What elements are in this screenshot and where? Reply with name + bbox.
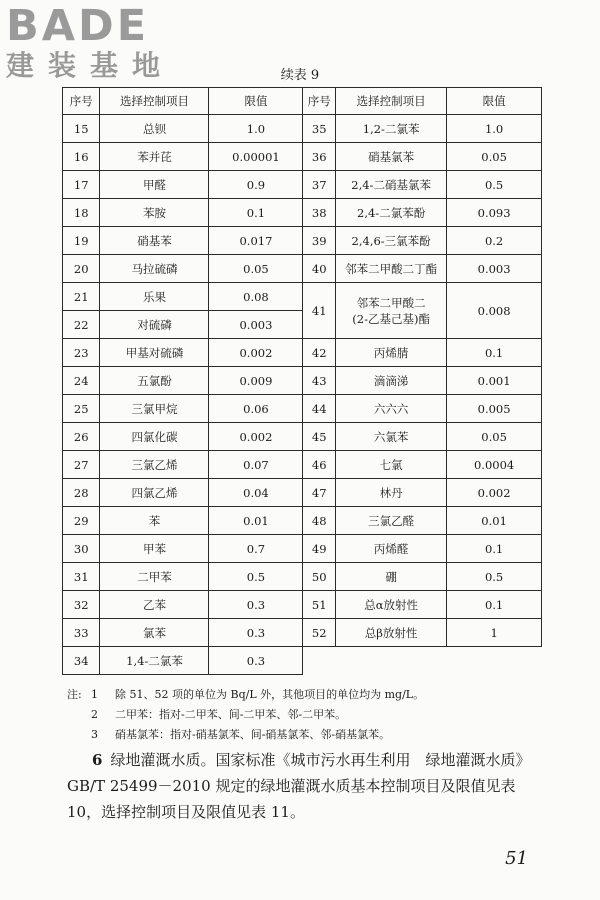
cell-limit: 0.05 xyxy=(447,143,542,171)
header-no-right: 序号 xyxy=(303,88,336,115)
cell-item: 硝基苯 xyxy=(100,227,209,255)
cell-item: 三氯乙醛 xyxy=(336,507,447,535)
cell-no: 32 xyxy=(63,591,100,619)
cell-no: 19 xyxy=(63,227,100,255)
cell-no: 51 xyxy=(303,591,336,619)
cell-item: 五氯酚 xyxy=(100,367,209,395)
cell-item: 苯并芘 xyxy=(100,143,209,171)
cell-no: 43 xyxy=(303,367,336,395)
cell-limit: 0.1 xyxy=(447,339,542,367)
cell-item: 滴滴涕 xyxy=(336,367,447,395)
note-text: 硝基氯苯：指对-硝基氯苯、间-硝基氯苯、邻-硝基氯苯。 xyxy=(115,728,391,741)
cell-item: 1,4-二氯苯 xyxy=(100,647,209,675)
note-number: 1 xyxy=(91,688,98,701)
note-item xyxy=(67,705,424,725)
cell-limit: 0.05 xyxy=(209,255,303,283)
table-row xyxy=(63,143,542,171)
cell-item: 苯 xyxy=(100,507,209,535)
table-row xyxy=(63,619,542,647)
cell-item: 四氯乙烯 xyxy=(100,479,209,507)
note-item xyxy=(67,725,424,745)
cell-limit: 0.05 xyxy=(447,423,542,451)
cell-limit: 0.5 xyxy=(447,171,542,199)
note-text: 除 51、52 项的单位为 Bq/L 外，其他项目的单位均为 mg/L。 xyxy=(115,688,425,701)
table-row xyxy=(63,199,542,227)
cell-limit: 1.0 xyxy=(209,115,303,143)
cell-item-multiline xyxy=(336,283,447,339)
cell-limit: 0.009 xyxy=(209,367,303,395)
cell-no: 22 xyxy=(63,311,100,339)
page-number: 51 xyxy=(505,848,528,869)
header-item-right: 选择控制项目 xyxy=(336,88,447,115)
cell-no: 16 xyxy=(63,143,100,171)
cell-no: 38 xyxy=(303,199,336,227)
cell-item: 三氯乙烯 xyxy=(100,451,209,479)
empty-cell xyxy=(303,647,542,675)
cell-no: 49 xyxy=(303,535,336,563)
cell-item: 硝基氯苯 xyxy=(336,143,447,171)
table-row xyxy=(63,647,542,675)
cell-limit: 0.093 xyxy=(447,199,542,227)
header-limit-right: 限值 xyxy=(447,88,542,115)
cell-item: 总β放射性 xyxy=(336,619,447,647)
table-row xyxy=(63,535,542,563)
cell-limit: 0.001 xyxy=(447,367,542,395)
cell-no: 18 xyxy=(63,199,100,227)
cell-no: 42 xyxy=(303,339,336,367)
cell-limit: 0.1 xyxy=(209,199,303,227)
note-item xyxy=(67,685,424,705)
cell-no: 52 xyxy=(303,619,336,647)
cell-limit: 0.00001 xyxy=(209,143,303,171)
cell-no: 37 xyxy=(303,171,336,199)
cell-item: 乙苯 xyxy=(100,591,209,619)
cell-no: 36 xyxy=(303,143,336,171)
table-row xyxy=(63,563,542,591)
notes-label: 注: xyxy=(67,688,82,701)
table-row xyxy=(63,171,542,199)
cell-item: 邻苯二甲酸二丁酯 xyxy=(336,255,447,283)
cell-no: 25 xyxy=(63,395,100,423)
paragraph-text: 绿地灌溉水质。国家标准《城市污水再生利用 绿地灌溉水质》GB/T 25499－2010 规定的绿地灌溉水质基本控制项目及限值见表 10，选择控制项目及限值见表 11。 xyxy=(67,751,531,821)
cell-limit: 0.017 xyxy=(209,227,303,255)
cell-item: 2,4-二氯苯酚 xyxy=(336,199,447,227)
cell-limit: 0.9 xyxy=(209,171,303,199)
table-notes xyxy=(67,685,424,745)
cell-limit: 0.005 xyxy=(447,395,542,423)
cell-no: 34 xyxy=(63,647,100,675)
cell-limit: 0.3 xyxy=(209,647,303,675)
table-row xyxy=(63,479,542,507)
cell-item: 林丹 xyxy=(336,479,447,507)
cell-limit: 0.003 xyxy=(209,311,303,339)
cell-limit: 0.01 xyxy=(447,507,542,535)
cell-no: 45 xyxy=(303,423,336,451)
cell-no: 31 xyxy=(63,563,100,591)
cell-limit: 0.2 xyxy=(447,227,542,255)
cell-item: 甲醛 xyxy=(100,171,209,199)
cell-no: 15 xyxy=(63,115,100,143)
cell-no: 20 xyxy=(63,255,100,283)
cell-limit: 0.003 xyxy=(447,255,542,283)
cell-no: 41 xyxy=(303,283,336,339)
cell-item: 对硫磷 xyxy=(100,311,209,339)
cell-no: 26 xyxy=(63,423,100,451)
cell-item: 三氯甲烷 xyxy=(100,395,209,423)
cell-no: 40 xyxy=(303,255,336,283)
cell-no: 30 xyxy=(63,535,100,563)
cell-item: 七氯 xyxy=(336,451,447,479)
cell-limit: 0.0004 xyxy=(447,451,542,479)
table-row xyxy=(63,283,542,311)
cell-item: 六氯苯 xyxy=(336,423,447,451)
cell-limit: 0.08 xyxy=(209,283,303,311)
table-row xyxy=(63,115,542,143)
cell-item: 总钡 xyxy=(100,115,209,143)
cell-item: 苯胺 xyxy=(100,199,209,227)
cell-item: 丙烯腈 xyxy=(336,339,447,367)
cell-no: 35 xyxy=(303,115,336,143)
note-number: 3 xyxy=(91,728,98,741)
cell-limit: 0.04 xyxy=(209,479,303,507)
table-row xyxy=(63,339,542,367)
limits-table xyxy=(62,87,542,675)
cell-no: 28 xyxy=(63,479,100,507)
table-caption: 续表 9 xyxy=(280,68,320,83)
cell-item: 马拉硫磷 xyxy=(100,255,209,283)
cell-item: 1,2-二氯苯 xyxy=(336,115,447,143)
cell-item: 六六六 xyxy=(336,395,447,423)
paragraph-number: 6 xyxy=(92,751,103,769)
cell-limit: 0.01 xyxy=(209,507,303,535)
cell-item: 乐果 xyxy=(100,283,209,311)
table-header-row xyxy=(63,88,542,115)
cell-item: 甲基对硫磷 xyxy=(100,339,209,367)
table-row xyxy=(63,367,542,395)
cell-limit: 0.002 xyxy=(447,479,542,507)
table-row xyxy=(63,591,542,619)
cell-item-line2: (2-乙基己基)酯 xyxy=(352,311,430,326)
cell-limit: 1 xyxy=(447,619,542,647)
cell-limit: 0.1 xyxy=(447,535,542,563)
cell-limit: 0.008 xyxy=(447,283,542,339)
cell-limit: 0.5 xyxy=(447,563,542,591)
body-paragraph xyxy=(67,747,545,825)
cell-item: 丙烯醛 xyxy=(336,535,447,563)
cell-item: 氯苯 xyxy=(100,619,209,647)
cell-no: 39 xyxy=(303,227,336,255)
cell-no: 33 xyxy=(63,619,100,647)
cell-limit: 0.3 xyxy=(209,619,303,647)
cell-no: 47 xyxy=(303,479,336,507)
cell-limit: 0.1 xyxy=(447,591,542,619)
cell-item-line1: 邻苯二甲酸二 xyxy=(356,295,426,310)
logo-sub: 建装基地 xyxy=(6,49,175,82)
cell-item: 2,4,6-三氯苯酚 xyxy=(336,227,447,255)
table-row xyxy=(63,507,542,535)
cell-limit: 0.002 xyxy=(209,339,303,367)
cell-limit: 0.07 xyxy=(209,451,303,479)
cell-limit: 1.0 xyxy=(447,115,542,143)
cell-no: 21 xyxy=(63,283,100,311)
note-number: 2 xyxy=(91,708,98,721)
cell-item: 2,4-二硝基氯苯 xyxy=(336,171,447,199)
cell-no: 48 xyxy=(303,507,336,535)
cell-no: 23 xyxy=(63,339,100,367)
cell-no: 24 xyxy=(63,367,100,395)
cell-no: 17 xyxy=(63,171,100,199)
cell-limit: 0.002 xyxy=(209,423,303,451)
header-limit-left: 限值 xyxy=(209,88,303,115)
cell-no: 46 xyxy=(303,451,336,479)
cell-limit: 0.5 xyxy=(209,563,303,591)
table-row xyxy=(63,395,542,423)
note-text: 二甲苯：指对-二甲苯、间-二甲苯、邻-二甲苯。 xyxy=(115,708,347,721)
cell-item: 二甲苯 xyxy=(100,563,209,591)
cell-no: 29 xyxy=(63,507,100,535)
cell-limit: 0.3 xyxy=(209,591,303,619)
table-row xyxy=(63,423,542,451)
cell-limit: 0.06 xyxy=(209,395,303,423)
table-row xyxy=(63,255,542,283)
cell-limit: 0.7 xyxy=(209,535,303,563)
cell-item: 四氯化碳 xyxy=(100,423,209,451)
cell-no: 27 xyxy=(63,451,100,479)
header-no-left: 序号 xyxy=(63,88,100,115)
logo-main: BADE xyxy=(6,1,150,51)
cell-no: 44 xyxy=(303,395,336,423)
table-row xyxy=(63,227,542,255)
cell-item: 甲苯 xyxy=(100,535,209,563)
cell-item: 总α放射性 xyxy=(336,591,447,619)
header-item-left: 选择控制项目 xyxy=(100,88,209,115)
table-row xyxy=(63,451,542,479)
cell-item: 硼 xyxy=(336,563,447,591)
cell-no: 50 xyxy=(303,563,336,591)
